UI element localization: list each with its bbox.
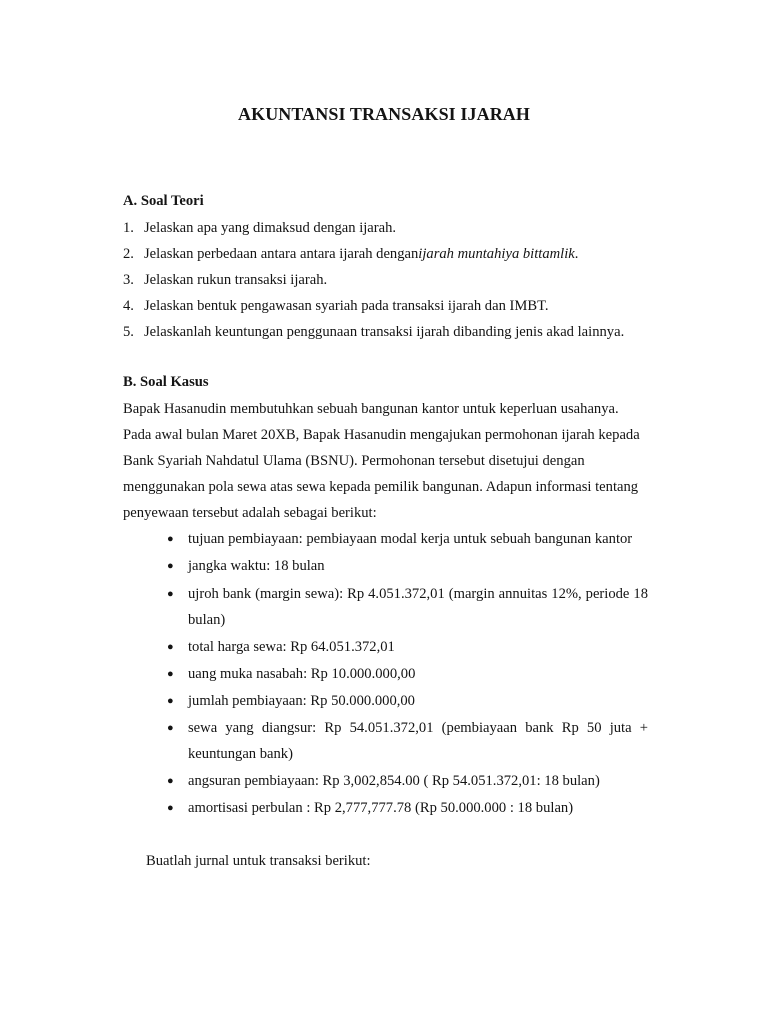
bullet-item: ujroh bank (margin sewa): Rp 4.051.372,01 (margin annuitas 12%, periode 18 bbox=[188, 586, 648, 602]
paragraph-line: Pada awal bulan Maret 20XB, Bapak Hasanudin mengajukan permohonan ijarah kepada bbox=[123, 427, 640, 443]
list-item-italic-term: ijarah muntahiya bittamlik bbox=[418, 246, 575, 262]
bullet-item: angsuran pembiayaan: Rp 3,002,854.00 ( Rp 54.051.372,01: 18 bulan) bbox=[188, 773, 600, 789]
list-item bbox=[144, 245, 578, 263]
bullet-marker: ● bbox=[167, 802, 174, 814]
paragraph-line: Bapak Hasanudin membutuhkan sebuah bangunan kantor untuk keperluan usahanya. bbox=[123, 401, 619, 417]
paragraph-line: Bank Syariah Nahdatul Ulama (BSNU). Permohonan tersebut disetujui dengan bbox=[123, 453, 585, 469]
bullet-marker: ● bbox=[167, 722, 174, 734]
list-item-number: 2. bbox=[123, 246, 134, 262]
list-item-number: 3. bbox=[123, 272, 134, 288]
bullet-marker: ● bbox=[167, 695, 174, 707]
section-a-heading: A. Soal Teori bbox=[123, 193, 204, 209]
bullet-item: sewa yang diangsur: Rp 54.051.372,01 (pembiayaan bank Rp 50 juta + bbox=[188, 720, 648, 736]
bullet-marker: ● bbox=[167, 775, 174, 787]
bullet-marker: ● bbox=[167, 560, 174, 572]
page-title: AKUNTANSI TRANSAKSI IJARAH bbox=[238, 104, 530, 124]
bullet-item: uang muka nasabah: Rp 10.000.000,00 bbox=[188, 666, 416, 682]
list-item: Jelaskan apa yang dimaksud dengan ijarah. bbox=[144, 220, 397, 236]
bullet-item: amortisasi perbulan : Rp 2,777,777.78 (Rp 50.000.000 : 18 bulan) bbox=[188, 800, 574, 816]
list-item-number: 4. bbox=[123, 298, 134, 314]
list-item-number: 5. bbox=[123, 324, 134, 340]
bullet-marker: ● bbox=[167, 533, 174, 545]
bullet-marker: ● bbox=[167, 588, 174, 600]
bullet-item: tujuan pembiayaan: pembiayaan modal kerja untuk sebuah bangunan kantor bbox=[188, 531, 633, 547]
list-item-number: 1. bbox=[123, 220, 134, 236]
list-item: Jelaskan rukun transaksi ijarah. bbox=[144, 272, 328, 288]
bullet-item: total harga sewa: Rp 64.051.372,01 bbox=[188, 639, 395, 655]
closing-instruction: Buatlah jurnal untuk transaksi berikut: bbox=[146, 853, 371, 869]
bullet-marker: ● bbox=[167, 668, 174, 680]
bullet-item: jangka waktu: 18 bulan bbox=[188, 558, 325, 574]
section-b-heading: B. Soal Kasus bbox=[123, 374, 209, 390]
list-item-text: Jelaskan perbedaan antara antara ijarah dengan bbox=[144, 246, 419, 262]
list-item-suffix: . bbox=[574, 246, 579, 262]
list-item: Jelaskan bentuk pengawasan syariah pada transaksi ijarah dan IMBT. bbox=[144, 298, 549, 314]
paragraph-line: penyewaan tersebut adalah sebagai berikut: bbox=[123, 505, 377, 521]
bullet-item: jumlah pembiayaan: Rp 50.000.000,00 bbox=[188, 693, 415, 709]
list-item: Jelaskanlah keuntungan penggunaan transaksi ijarah dibanding jenis akad lainnya. bbox=[144, 324, 625, 340]
paragraph-line: menggunakan pola sewa atas sewa kepada pemilik bangunan. Adapun informasi tentang bbox=[123, 479, 639, 495]
bullet-item-continuation: bulan) bbox=[188, 612, 226, 628]
bullet-item-continuation: keuntungan bank) bbox=[188, 746, 293, 762]
bullet-marker: ● bbox=[167, 641, 174, 653]
